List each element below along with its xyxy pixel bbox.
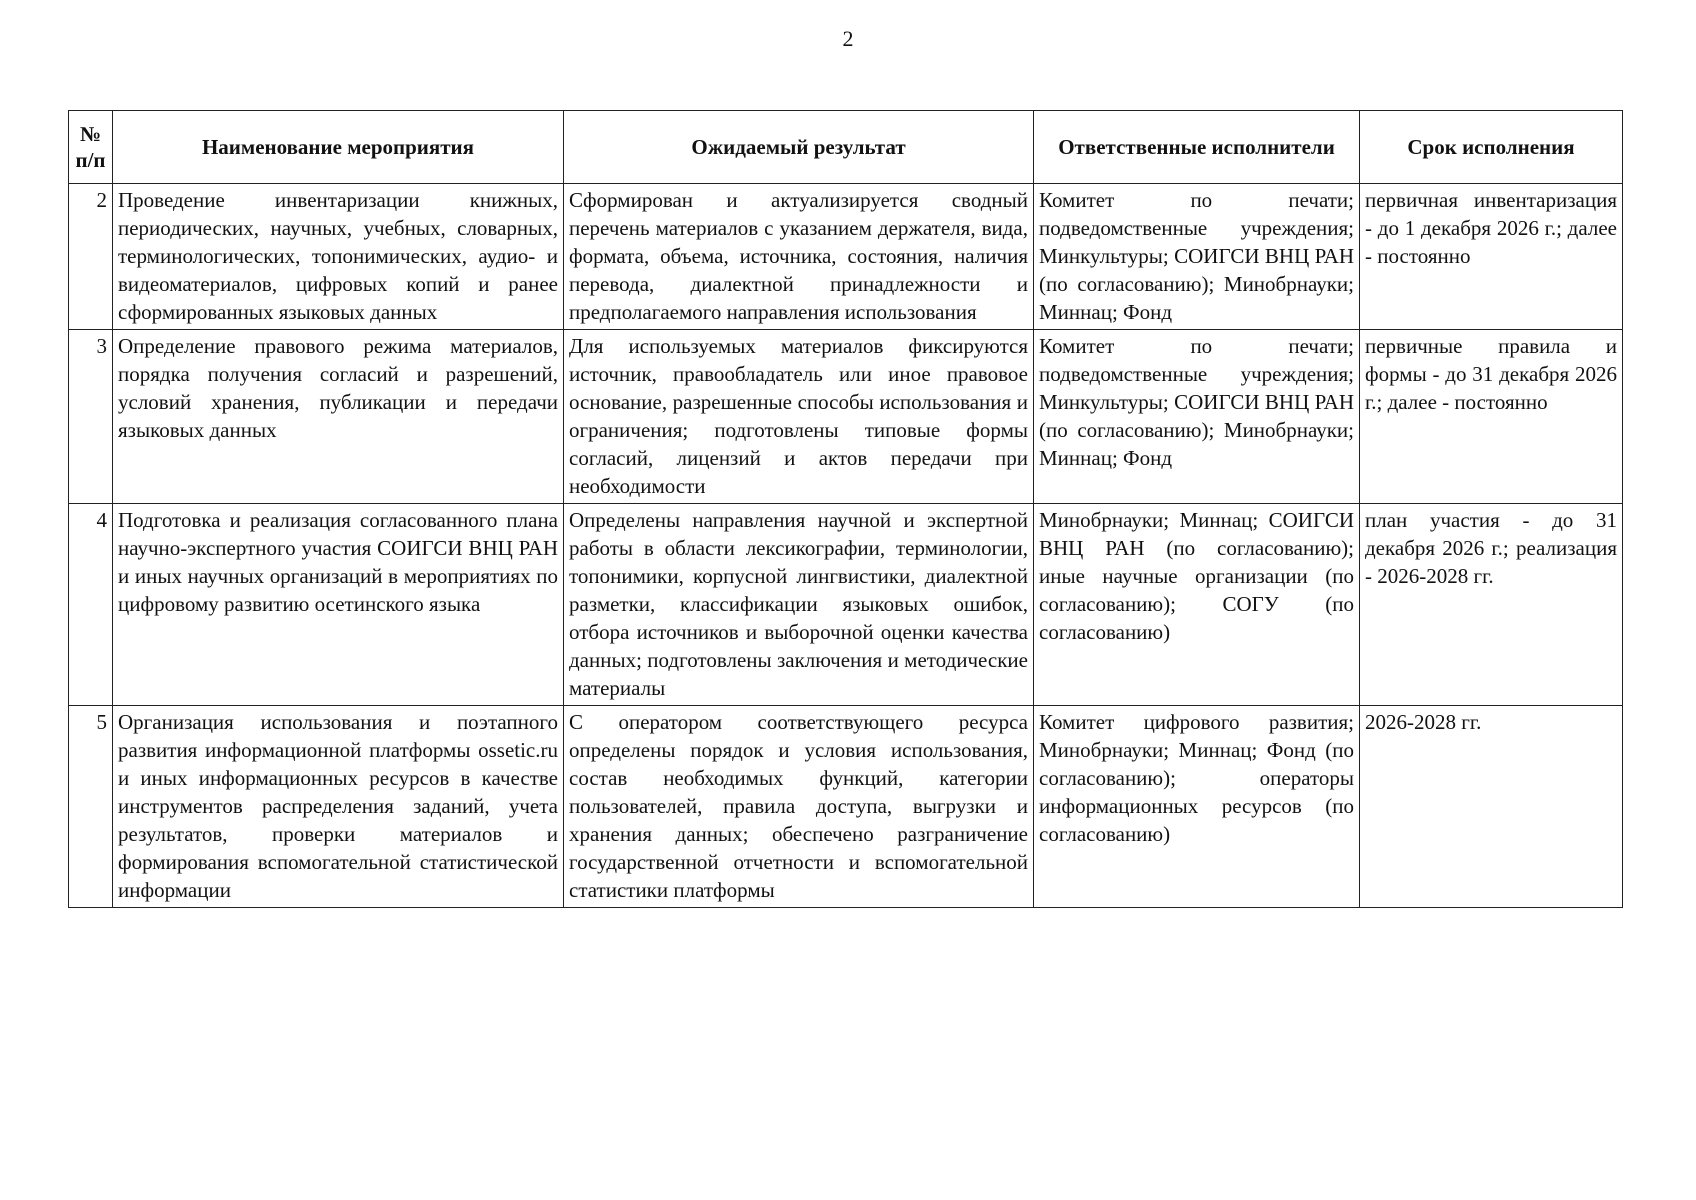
header-deadline: Срок исполнения (1360, 111, 1623, 184)
responsible-executors: Комитет по печати; подведомственные учреждения; Минкультуры; СОИГСИ ВНЦ РАН (по согласованию); Минобрнауки; Миннац; Фонд (1034, 184, 1360, 330)
activity-name: Определение правового режима материалов, порядка получения согласий и разрешений, условий хранения, публикации и передачи языковых данных (113, 330, 564, 504)
table-row (69, 504, 1623, 706)
table-header-row (69, 111, 1623, 184)
expected-result: Для используемых материалов фиксируются источник, правообладатель или иное правовое основание, разрешенные способы использования и ограничения; подготовлены типовые формы согласий, лицензий и актов передачи при необходимости (564, 330, 1034, 504)
row-number: 3 (69, 330, 113, 504)
row-number: 5 (69, 706, 113, 908)
activities-table (68, 110, 1623, 908)
activity-name: Проведение инвентаризации книжных, периодических, научных, учебных, словарных, терминологических, топонимических, аудио- и видеоматериалов, цифровых копий и ранее сформированных языковых данных (113, 184, 564, 330)
header-executors: Ответственные исполнители (1034, 111, 1360, 184)
header-name: Наименование мероприятия (113, 111, 564, 184)
expected-result: Сформирован и актуализируется сводный перечень материалов с указанием держателя, вида, формата, объема, источника, состояния, наличия перевода, диалектной принадлежности и предполагаемого направления использования (564, 184, 1034, 330)
expected-result: Определены направления научной и экспертной работы в области лексикографии, терминологии, топонимики, корпусной лингвистики, диалектной разметки, классификации языковых ошибок, отбора источников и выборочной оценки качества данных; подготовлены заключения и методические материалы (564, 504, 1034, 706)
header-result: Ожидаемый результат (564, 111, 1034, 184)
responsible-executors: Минобрнауки; Миннац; СОИГСИ ВНЦ РАН (по согласованию); иные научные организации (по согласованию); СОГУ (по согласованию) (1034, 504, 1360, 706)
deadline: план участия - до 31 декабря 2026 г.; реализация - 2026-2028 гг. (1360, 504, 1623, 706)
row-number: 2 (69, 184, 113, 330)
activity-name: Подготовка и реализация согласованного плана научно-экспертного участия СОИГСИ ВНЦ РАН и иных научных организаций в мероприятиях по цифровому развитию осетинского языка (113, 504, 564, 706)
expected-result: С оператором соответствующего ресурса определены порядок и условия использования, состав необходимых функций, категории пользователей, правила доступа, выгрузки и хранения данных; обеспечено разграничение государственной отчетности и вспомогательной статистики платформы (564, 706, 1034, 908)
header-num: № п/п (69, 111, 113, 184)
table-row (69, 330, 1623, 504)
table-row (69, 184, 1623, 330)
page-number: 2 (842, 26, 854, 51)
table-row (69, 706, 1623, 908)
deadline: 2026-2028 гг. (1360, 706, 1623, 908)
responsible-executors: Комитет по печати; подведомственные учреждения; Минкультуры; СОИГСИ ВНЦ РАН (по согласованию); Минобрнауки; Миннац; Фонд (1034, 330, 1360, 504)
deadline: первичные правила и формы - до 31 декабря 2026 г.; далее - постоянно (1360, 330, 1623, 504)
row-number: 4 (69, 504, 113, 706)
responsible-executors: Комитет цифрового развития; Минобрнауки; Миннац; Фонд (по согласованию); операторы информационных ресурсов (по согласованию) (1034, 706, 1360, 908)
deadline: первичная инвентаризация - до 1 декабря 2026 г.; далее - постоянно (1360, 184, 1623, 330)
activity-name: Организация использования и поэтапного развития информационной платформы ossetic.ru и иных информационных ресурсов в качестве инструментов распределения заданий, учета результатов, проверки материалов и формирования вспомогательной статистической информации (113, 706, 564, 908)
